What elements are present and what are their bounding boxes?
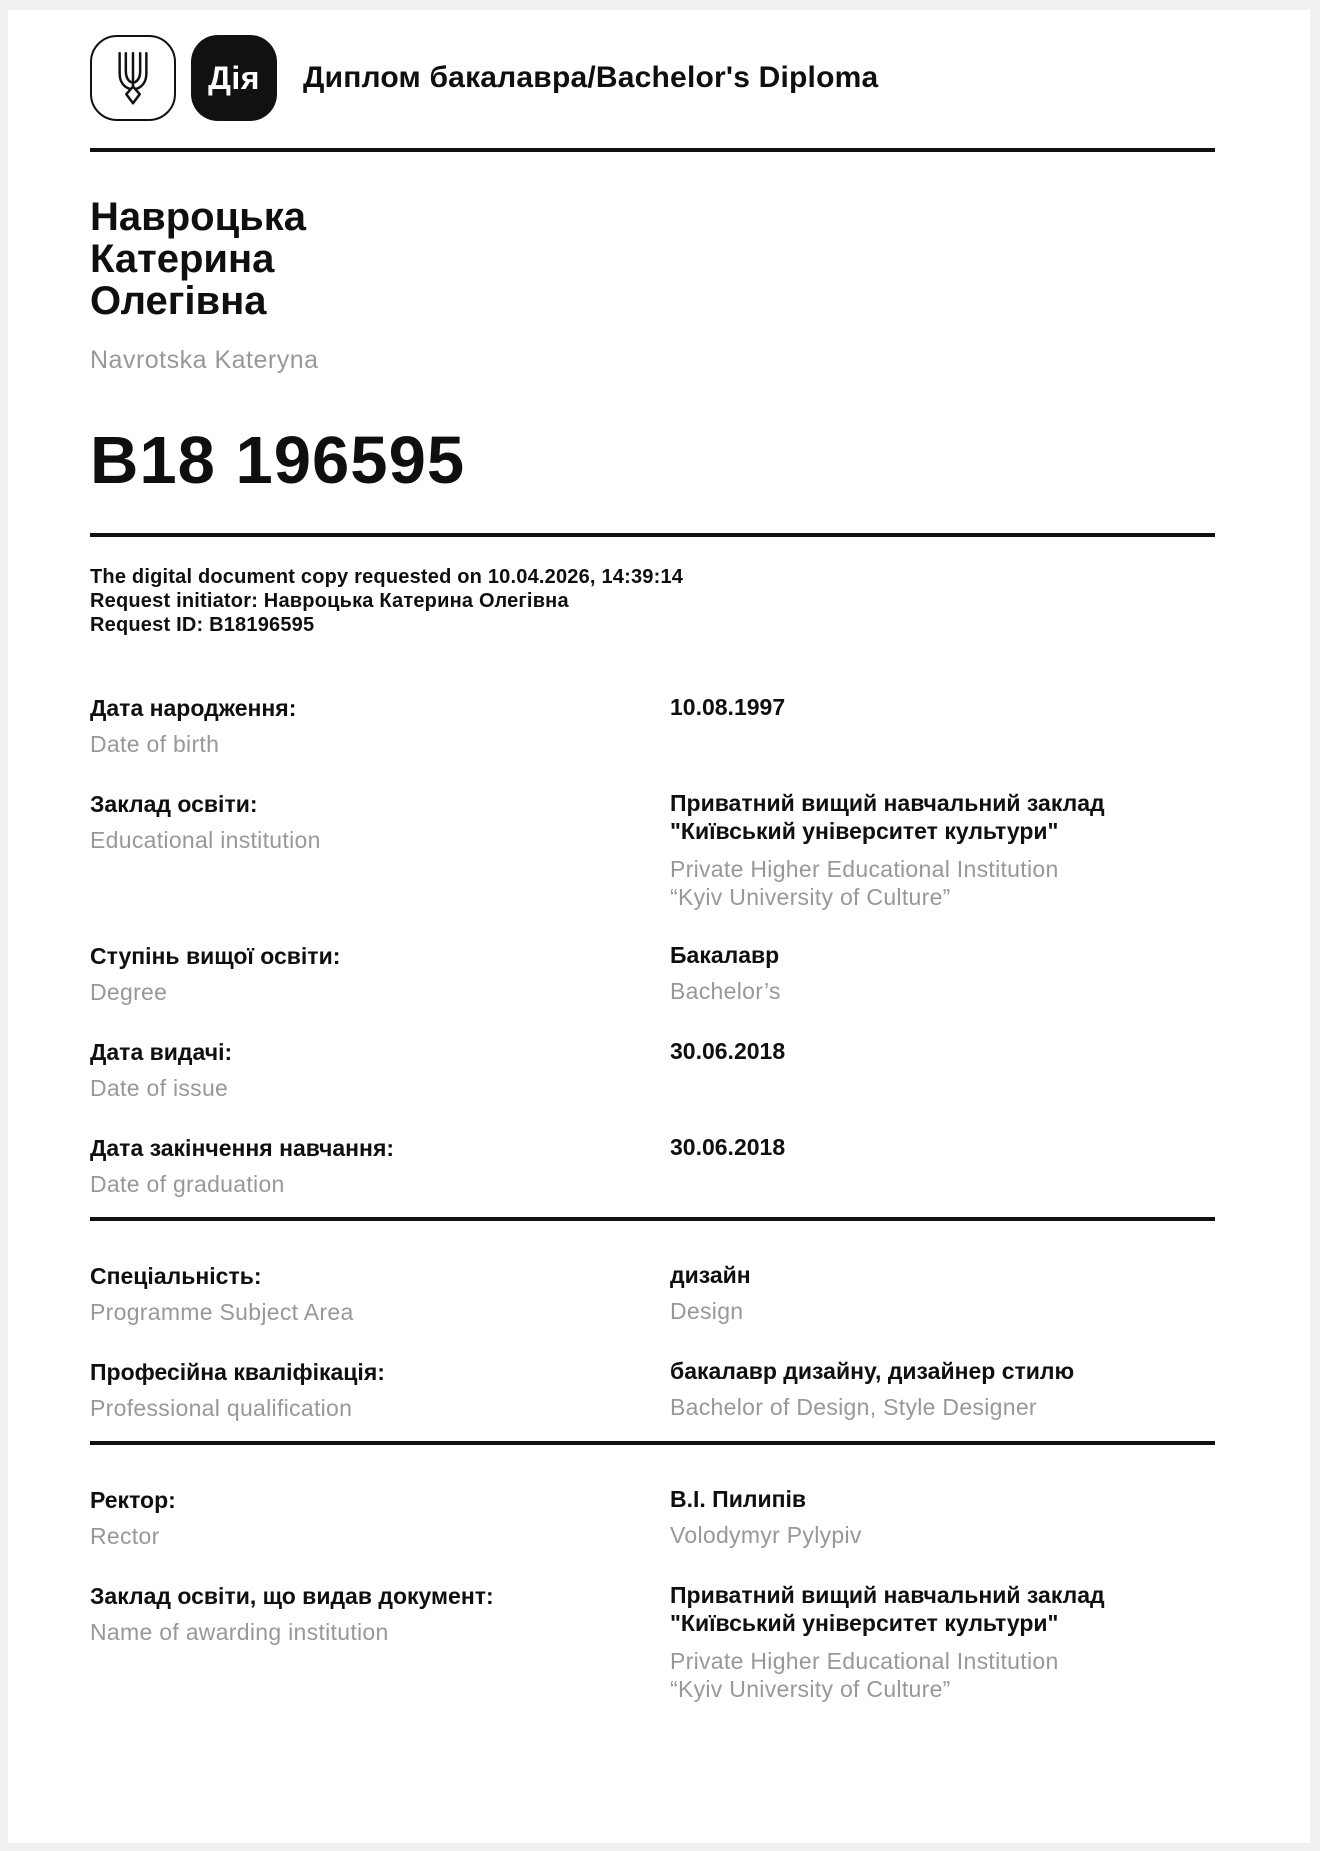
field-label-en: Date of issue [90,1075,229,1101]
field-label-uk: Заклад освіти, що видав документ: [90,1583,494,1609]
field-label-en: Date of graduation [90,1171,285,1197]
field-label-en: Degree [90,979,168,1005]
divider [90,1217,1215,1221]
field-value: дизайн [670,1262,751,1288]
diia-logo-icon [191,35,277,121]
divider [90,533,1215,537]
field-label-uk: Дата закінчення навчання: [90,1135,395,1161]
field-value: 10.08.1997 [670,694,786,720]
fields-group-specialty [90,1261,1215,1423]
fields-section [90,693,1215,1703]
field-label-en: Date of birth [90,731,220,757]
request-id-line: Request ID: B18196595 [90,614,315,636]
divider [90,148,1215,152]
field-label-uk: Спеціальність: [90,1263,262,1289]
field-label-en: Programme Subject Area [90,1299,354,1325]
field-label-en: Professional qualification [90,1395,353,1421]
ukraine-trident-icon [90,35,176,121]
diia-logo-text: Дія [208,59,260,96]
holder-name-line: Олегівна [90,279,267,323]
field-value-en: Private Higher Educational Institution “Kyiv University of Culture” [670,856,1059,910]
document-title: Диплом бакалавра/Bachelor's Diploma [303,60,879,94]
request-info [90,565,1215,637]
holder-name-translit: Navrotska Kateryna [90,346,319,374]
field-label-uk: Дата народження: [90,695,297,721]
field-label-en: Name of awarding institution [90,1619,389,1645]
field-value: Приватний вищий навчальний заклад "Київський університет культури" [670,1582,1105,1636]
field-value: 30.06.2018 [670,1134,786,1160]
field-row-date-of-issue [90,1037,1215,1103]
fields-group-issuer [90,1485,1215,1703]
field-label-uk: Ступінь вищої освіти: [90,943,341,969]
field-value: Бакалавр [670,942,780,968]
field-label-en: Rector [90,1523,160,1549]
document-page [8,10,1310,1843]
holder-name [90,196,1215,322]
holder-name-line: Навроцька [90,195,307,239]
field-value: 30.06.2018 [670,1038,786,1064]
field-label-uk: Дата видачі: [90,1039,233,1065]
field-row-professional-qualification [90,1357,1215,1423]
field-label-uk: Заклад освіти: [90,791,258,817]
document-number: B18 196595 [90,423,466,498]
field-value: Приватний вищий навчальний заклад "Київський університет культури" [670,790,1105,844]
field-value-en: Bachelor’s [670,978,781,1004]
field-row-rector [90,1485,1215,1551]
field-value-en: Volodymyr Pylypiv [670,1522,862,1548]
field-row-specialty [90,1261,1215,1327]
fields-group-main [90,693,1215,1199]
request-date-line: The digital document copy requested on 10.04.2026, 14:39:14 [90,566,684,588]
field-label-uk: Професійна кваліфікація: [90,1359,385,1385]
divider [90,1441,1215,1445]
field-row-degree [90,941,1215,1007]
field-label-uk: Ректор: [90,1487,176,1513]
field-row-date-of-graduation [90,1133,1215,1199]
field-row-date-of-birth [90,693,1215,759]
field-value-en: Bachelor of Design, Style Designer [670,1394,1037,1420]
document-header [90,35,1215,121]
field-label-en: Educational institution [90,827,321,853]
field-value: бакалавр дизайну, дизайнер стилю [670,1358,1075,1384]
field-value: В.І. Пилипів [670,1486,807,1512]
field-value-en: Design [670,1298,744,1324]
field-row-educational-institution [90,789,1215,911]
field-value-en: Private Higher Educational Institution “Kyiv University of Culture” [670,1648,1059,1702]
request-initiator-line: Request initiator: Навроцька Катерина Олегівна [90,590,569,612]
field-row-awarding-institution [90,1581,1215,1703]
holder-name-line: Катерина [90,237,275,281]
